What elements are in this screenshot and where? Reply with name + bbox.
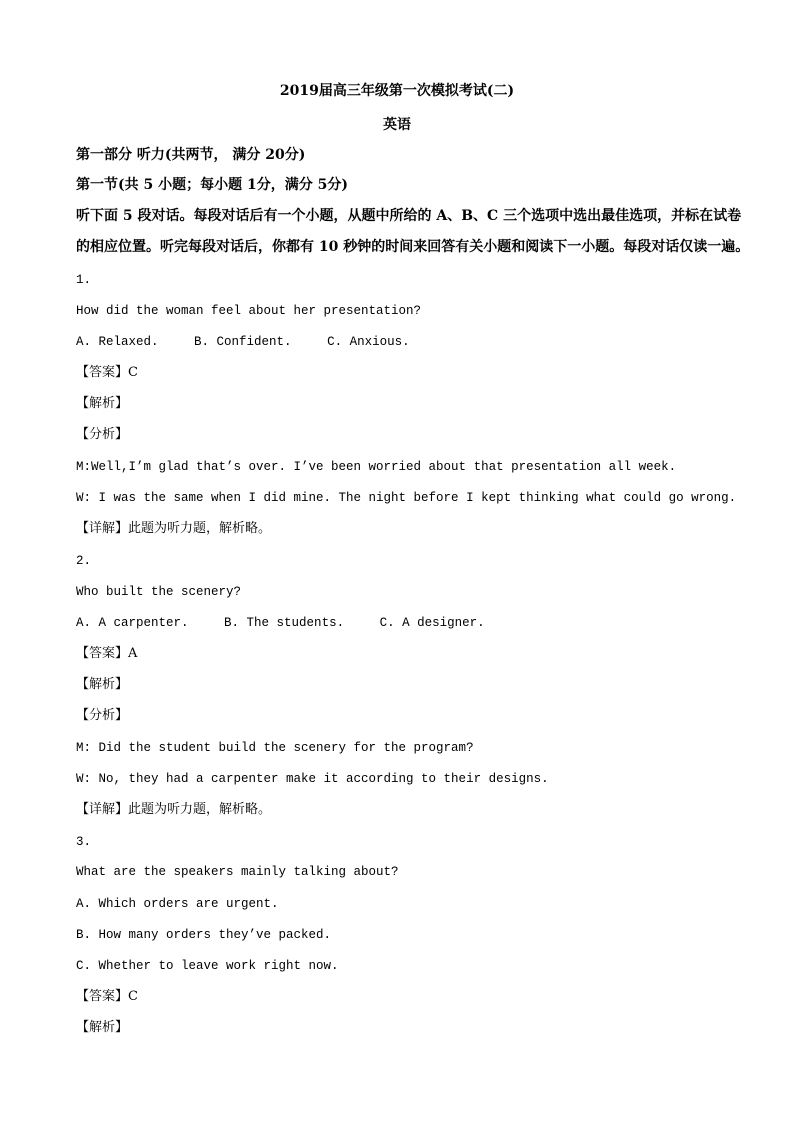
option-b: B. Confident.: [194, 335, 292, 349]
option-c: C. Whether to leave work right now.: [76, 959, 339, 973]
question-text: Who built the scenery?: [76, 585, 242, 599]
fenxi-label: 【分析】: [76, 427, 129, 442]
answer-label: 【答案】C: [76, 365, 138, 380]
answer-label: 【答案】A: [76, 646, 138, 661]
dialog-woman: W: I was the same when I did mine. The night before I kept thinking what could go wrong.: [76, 491, 737, 505]
analysis-label: 【解析】: [76, 396, 129, 411]
option-b: B. How many orders they’ve packed.: [76, 928, 332, 942]
detail-label: 【详解】此题为听力题，解析略。: [76, 802, 272, 817]
question-text: How did the woman feel about her presentation?: [76, 304, 422, 318]
option-c: C. Anxious.: [327, 335, 410, 349]
question-number: 2.: [76, 554, 92, 568]
option-list: [76, 336, 410, 349]
section-heading: 第一节(共 5 小题；每小题 1分，满分 5分): [76, 177, 348, 193]
part-heading: 第一部分 听力(共两节， 满分 20分): [76, 147, 306, 163]
option-c: C. A designer.: [379, 616, 485, 630]
fenxi-label: 【分析】: [76, 708, 129, 723]
analysis-label: 【解析】: [76, 1020, 129, 1035]
instruction-line-1: 听下面 5 段对话。每段对话后有一个小题，从题中所给的 A、B、C 三个选项中选出最佳选项，并标在试卷: [76, 208, 742, 224]
option-a: A. A carpenter.: [76, 616, 189, 630]
dialog-man: M:Well,I’m glad that’s over. I’ve been worried about that presentation all week.: [76, 460, 677, 474]
dialog-woman: W: No, they had a carpenter make it according to their designs.: [76, 772, 549, 786]
exam-title: 2019届高三年级第一次模拟考试(二): [279, 83, 515, 99]
question-text: What are the speakers mainly talking about?: [76, 865, 399, 879]
option-list: [76, 617, 485, 630]
dialog-man: M: Did the student build the scenery for the program?: [76, 741, 474, 755]
instruction-line-2: 的相应位置。听完每段对话后，你都有 10 秒钟的时间来回答有关小题和阅读下一小题。每段对话仅读一遍。: [76, 239, 750, 255]
detail-label: 【详解】此题为听力题，解析略。: [76, 521, 272, 536]
answer-label: 【答案】C: [76, 989, 138, 1004]
option-a: A. Which orders are urgent.: [76, 897, 279, 911]
subject-title: 英语: [383, 117, 411, 133]
option-b: B. The students.: [224, 616, 345, 630]
option-a: A. Relaxed.: [76, 335, 159, 349]
question-number: 3.: [76, 835, 92, 849]
analysis-label: 【解析】: [76, 677, 129, 692]
question-number: 1.: [76, 273, 92, 287]
